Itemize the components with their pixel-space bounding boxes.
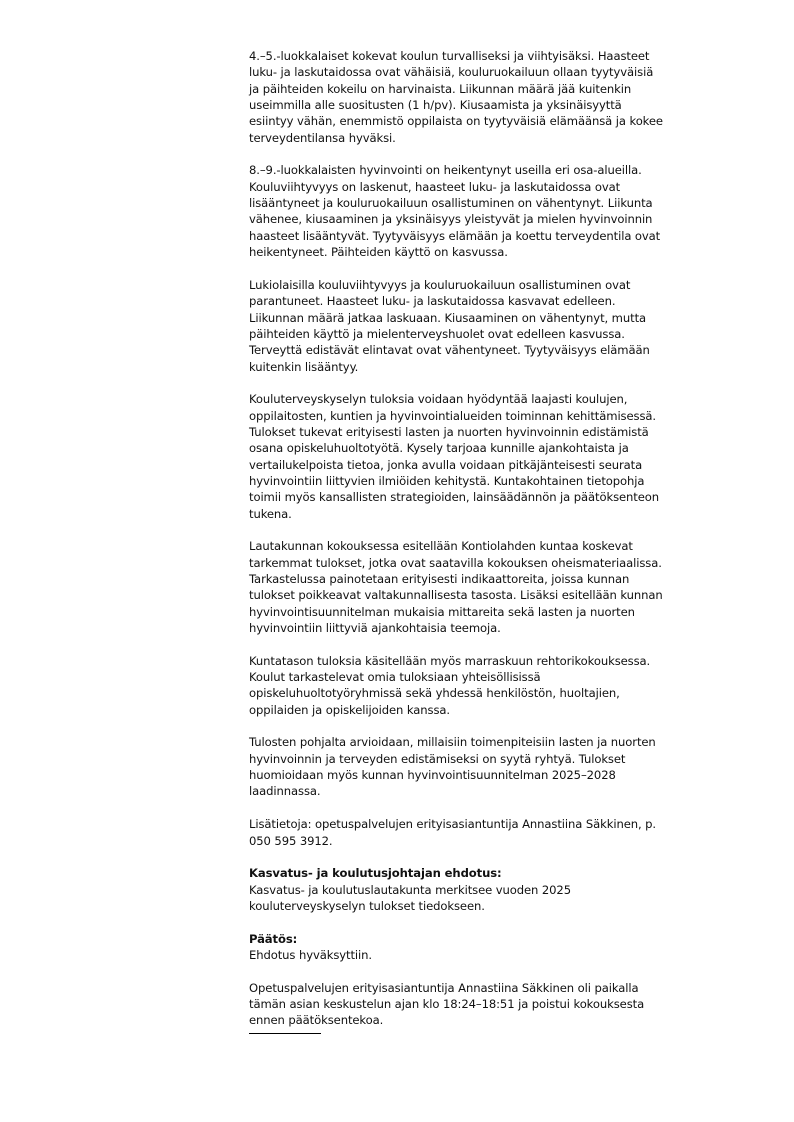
text-line: hyvinvointisuunnitelman mukaisia mittareita sekä lasten ja nuorten [249,604,635,619]
text-line: hyvinvointiin liittyvien ilmiöiden kehitystä. Kuntakohtainen tietopohja [249,473,645,488]
section-8 [249,865,749,914]
text-line: osana opiskeluhuoltotyötä. Kysely tarjoaa kunnille ajankohtaista ja [249,441,629,456]
text-line: 050 595 3912. [249,833,333,848]
paragraph [249,653,749,718]
text-line: Liikunnan määrä jatkaa laskuaan. Kiusaaminen on vähentynyt, mutta [249,310,647,325]
text-line: toimii myös kansallisten strategioiden, lainsäädännön ja päätöksenteon [249,490,660,505]
paragraph [249,391,749,522]
text-line: Lautakunnan kokouksessa esitellään Kontiolahden kuntaa koskevat [249,539,633,554]
text-line: useimmilla alle suositusten (1 h/pv). Kiusaamista ja yksinäisyyttä [249,98,622,113]
text-line: lisääntyneet ja kouluruokailuun osallistuminen on vähentynyt. Liikunta [249,196,653,211]
text-line: Koulut tarkastelevat omia tuloksiaan yhteisöllisissä [249,670,541,685]
text-line: vähenee, kiusaaminen ja yksinäisyys yleistyvät ja mielen hyvinvoinnin [249,212,653,227]
text-line: hyvinvointiin liittyviä ajankohtaisia teemoja. [249,621,501,636]
paragraph [249,980,749,1029]
paragraph [249,538,749,636]
text-line: kuitenkin lisääntyy. [249,359,359,374]
text-line: hyvinvoinnin ja terveyden edistämiseksi on syytä ryhtyä. Tulokset [249,751,626,766]
text-line: laadinnassa. [249,784,321,799]
text-line: oppilaiden ja opiskelijoiden kanssa. [249,702,451,717]
text-line: tarkemmat tulokset, jotka ovat saatavilla kokouksen oheismateriaalissa. [249,555,662,570]
text-line: esiintyy vähän, enemmistö oppilaista on tyytyväisiä elämäänsä ja kokee [249,114,663,129]
end-divider [249,1033,321,1034]
text-line: luku- ja laskutaidossa ovat vähäisiä, kouluruokailuun ollaan tyytyväisiä [249,65,654,80]
text-line: Terveyttä edistävät elintavat ovat vähentyneet. Tyytyväisyys elämään [249,343,650,358]
text-line: oppilaitosten, kuntien ja hyvinvointialueiden toiminnan kehittämisessä. [249,408,657,423]
text-line: Lisätietoja: opetuspalvelujen erityisasiantuntija Annastiina Säkkinen, p. [249,817,657,832]
text-line: päihteiden käyttö ja mielenterveyshuolet ovat edelleen kasvussa. [249,326,625,341]
text-line: 4.–5.-luokkalaiset kokevat koulun turvalliseksi ja viihtyisäksi. Haasteet [249,49,650,63]
text-line: ennen päätöksentekoa. [249,1013,384,1028]
text-line: tulokset poikkeavat valtakunnallisesta tasosta. Lisäksi esitellään kunnan [249,588,663,603]
paragraph [249,48,749,146]
text-line: heikentyneet. Päihteiden käyttö on kasvussa. [249,245,508,260]
text-line: Tarkastelussa painotetaan erityisesti indikaattoreita, joissa kunnan [249,572,630,586]
text-line: Tulosten pohjalta arvioidaan, millaisiin toimenpiteisiin lasten ja nuorten [249,735,656,750]
section-9 [249,931,749,964]
section-heading: Kasvatus- ja koulutusjohtajan ehdotus: [249,866,502,881]
text-line: Ehdotus hyväksyttiin. [249,947,373,962]
text-line: terveydentilansa hyväksi. [249,130,396,145]
text-line: parantuneet. Haasteet luku- ja laskutaidossa kasvavat edelleen. [249,294,616,309]
text-line: 8.–9.-luokkalaisten hyvinvointi on heikentynyt useilla eri osa-alueilla. [249,163,642,178]
paragraph [249,734,749,799]
text-line: tukena. [249,506,292,521]
document-body [249,48,749,1034]
text-line: Tulokset tukevat erityisesti lasten ja nuorten hyvinvoinnin edistämistä [249,424,649,439]
text-line: Kouluterveyskyselyn tuloksia voidaan hyödyntää laajasti koulujen, [249,392,628,407]
text-line: Kasvatus- ja koulutuslautakunta merkitsee vuoden 2025 [249,882,571,897]
text-line: haasteet lisääntyvät. Tyytyväisyys elämään ja koettu terveydentila ovat [249,228,661,243]
text-line: vertailukelpoista tietoa, jonka avulla voidaan pitkäjänteisesti seurata [249,457,643,472]
paragraph [249,277,749,375]
text-line: huomioidaan myös kunnan hyvinvointisuunnitelman 2025–2028 [249,768,616,783]
text-line: Lukiolaisilla kouluviihtyvyys ja kouluruokailuun osallistuminen ovat [249,277,631,292]
paragraph [249,162,749,260]
section-heading: Päätös: [249,931,298,946]
text-line: Opetuspalvelujen erityisasiantuntija Annastiina Säkkinen oli paikalla [249,980,639,995]
paragraph [249,816,749,849]
text-line: opiskeluhuoltotyöryhmissä sekä yhdessä henkilöstön, huoltajien, [249,686,620,701]
text-line: kouluterveyskyselyn tulokset tiedokseen. [249,898,485,913]
text-line: Kouluviihtyvyys on laskenut, haasteet luku- ja laskutaidossa ovat [249,179,621,194]
text-line: tämän asian keskustelun ajan klo 18:24–18:51 ja poistui kokouksesta [249,996,645,1011]
text-line: Kuntatason tuloksia käsitellään myös marraskuun rehtorikokouksessa. [249,653,651,668]
text-line: ja päihteiden kokeilu on harvinaista. Liikunnan määrä jää kuitenkin [249,81,632,96]
